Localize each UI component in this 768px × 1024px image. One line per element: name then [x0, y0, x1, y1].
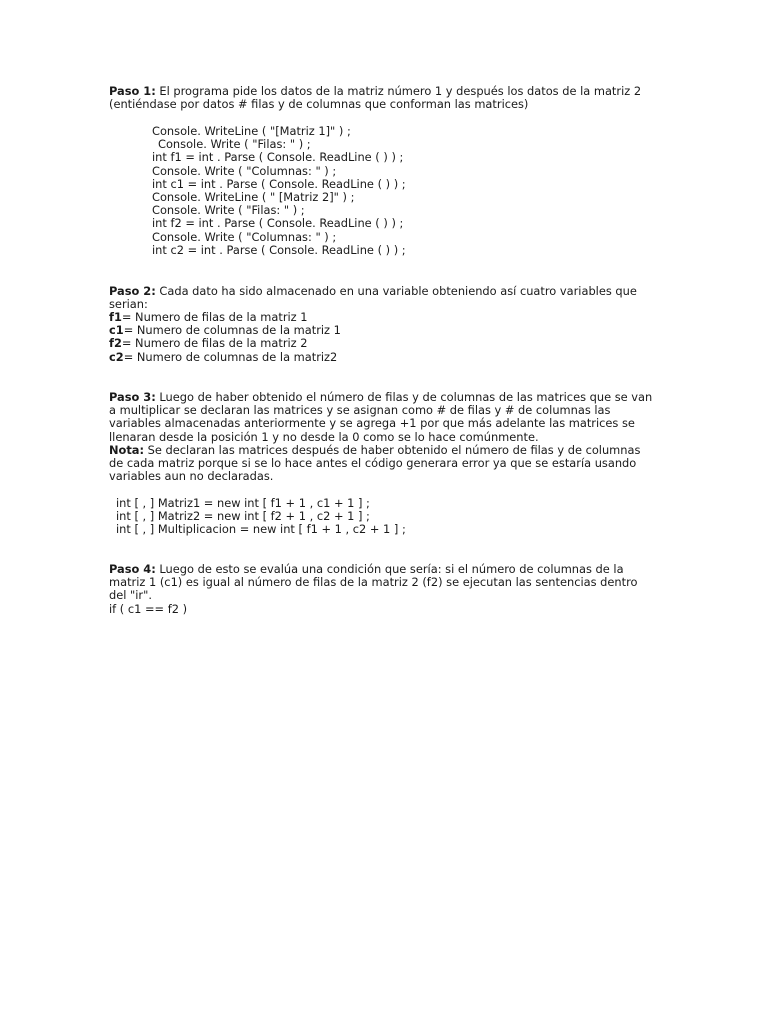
code-line: Console. Write ( "Columnas: " ) ; — [152, 229, 337, 244]
paso-3-paragraph — [109, 391, 657, 444]
paso-2-definitions — [109, 311, 657, 364]
definition-term: c1 — [109, 323, 124, 338]
note-text: Se declaran las matrices después de haber obtenido el número de filas y de columnas de cada matriz porque si se lo hace antes el código generara error ya que se estaría usando variables aun no declaradas. — [109, 442, 641, 484]
paso-3-text: Luego de haber obtenido el número de filas y de columnas de las matrices que se van a multiplicar se declaran las matrices y se asignan como # de filas y # de columnas las variables almacenadas anteriormente y se agrega +1 por que más adelante las matrices se llenaran desde la posición 1 y no desde la 0 como se lo hace comúnmente. — [109, 390, 653, 444]
code-line: int [ , ] Matriz2 = new int [ f2 + 1 , c2 + 1 ] ; — [116, 509, 370, 524]
definition-item — [109, 351, 657, 364]
paso-1-section — [109, 85, 657, 111]
paso-4-paragraph — [109, 563, 657, 603]
code-line: int [ , ] Multiplicacion = new int [ f1 + 1 , c2 + 1 ] ; — [116, 522, 406, 537]
code-line: Console. Write ( "Filas: " ) ; — [152, 203, 305, 218]
definition-desc: = Numero de filas de la matriz 2 — [121, 336, 308, 351]
code-line: Console. WriteLine ( "[Matriz 1]" ) ; — [152, 124, 351, 138]
code-line: Console. Write ( "Filas: " ) ; — [158, 137, 311, 152]
code-line: if ( c1 == f2 ) — [109, 602, 188, 616]
definition-term: f1 — [109, 310, 122, 324]
definition-term: c2 — [109, 349, 124, 364]
code-line: Console. WriteLine ( " [Matriz 2]" ) ; — [152, 190, 355, 205]
paso-4-code-block — [109, 603, 657, 616]
paso-4-section — [109, 563, 657, 603]
paso-4-text: Luego de esto se evalúa una condición que sería: si el número de columnas de la matriz 1 (c1) es igual al número de filas de la matriz 2 (f2) se ejecutan las sentencias dentro del "ir". — [109, 562, 638, 603]
paso-3-note — [109, 444, 657, 484]
code-line: Console. Write ( "Columnas: " ) ; — [152, 163, 337, 178]
code-line: int c1 = int . Parse ( Console. ReadLine ( ) ) ; — [152, 176, 406, 191]
definition-desc: = Numero de columnas de la matriz 1 — [123, 323, 341, 338]
code-line: int c2 = int . Parse ( Console. ReadLine ( ) ) ; — [152, 242, 406, 257]
paso-1-text: El programa pide los datos de la matriz número 1 y después los datos de la matriz 2 (entiéndase por datos # filas y de columnas que conforman las matrices) — [109, 84, 642, 112]
paso-4-label: Paso 4: — [109, 562, 156, 576]
code-line: int [ , ] Matriz1 = new int [ f1 + 1 , c1 + 1 ] ; — [116, 496, 370, 510]
note-label: Nota: — [109, 442, 145, 457]
paso-3-code-block — [109, 497, 657, 537]
code-line: int f1 = int . Parse ( Console. ReadLine ( ) ) ; — [152, 150, 404, 165]
paso-3-label: Paso 3: — [109, 390, 156, 404]
paso-2-text: Cada dato ha sido almacenado en una variable obteniendo así cuatro variables que serian: — [109, 284, 637, 312]
definition-term: f2 — [109, 336, 122, 351]
code-line: int f2 = int . Parse ( Console. ReadLine ( ) ) ; — [152, 216, 404, 231]
definition-desc: = Numero de filas de la matriz 1 — [121, 310, 308, 324]
definition-desc: = Numero de columnas de la matriz2 — [123, 349, 338, 364]
paso-1-label: Paso 1: — [109, 84, 156, 98]
paso-1-code-block — [109, 125, 657, 257]
paso-2-section — [109, 285, 657, 311]
paso-3-section — [109, 391, 657, 483]
paso-1-paragraph — [109, 85, 657, 111]
paso-2-paragraph — [109, 285, 657, 311]
paso-2-label: Paso 2: — [109, 284, 156, 298]
